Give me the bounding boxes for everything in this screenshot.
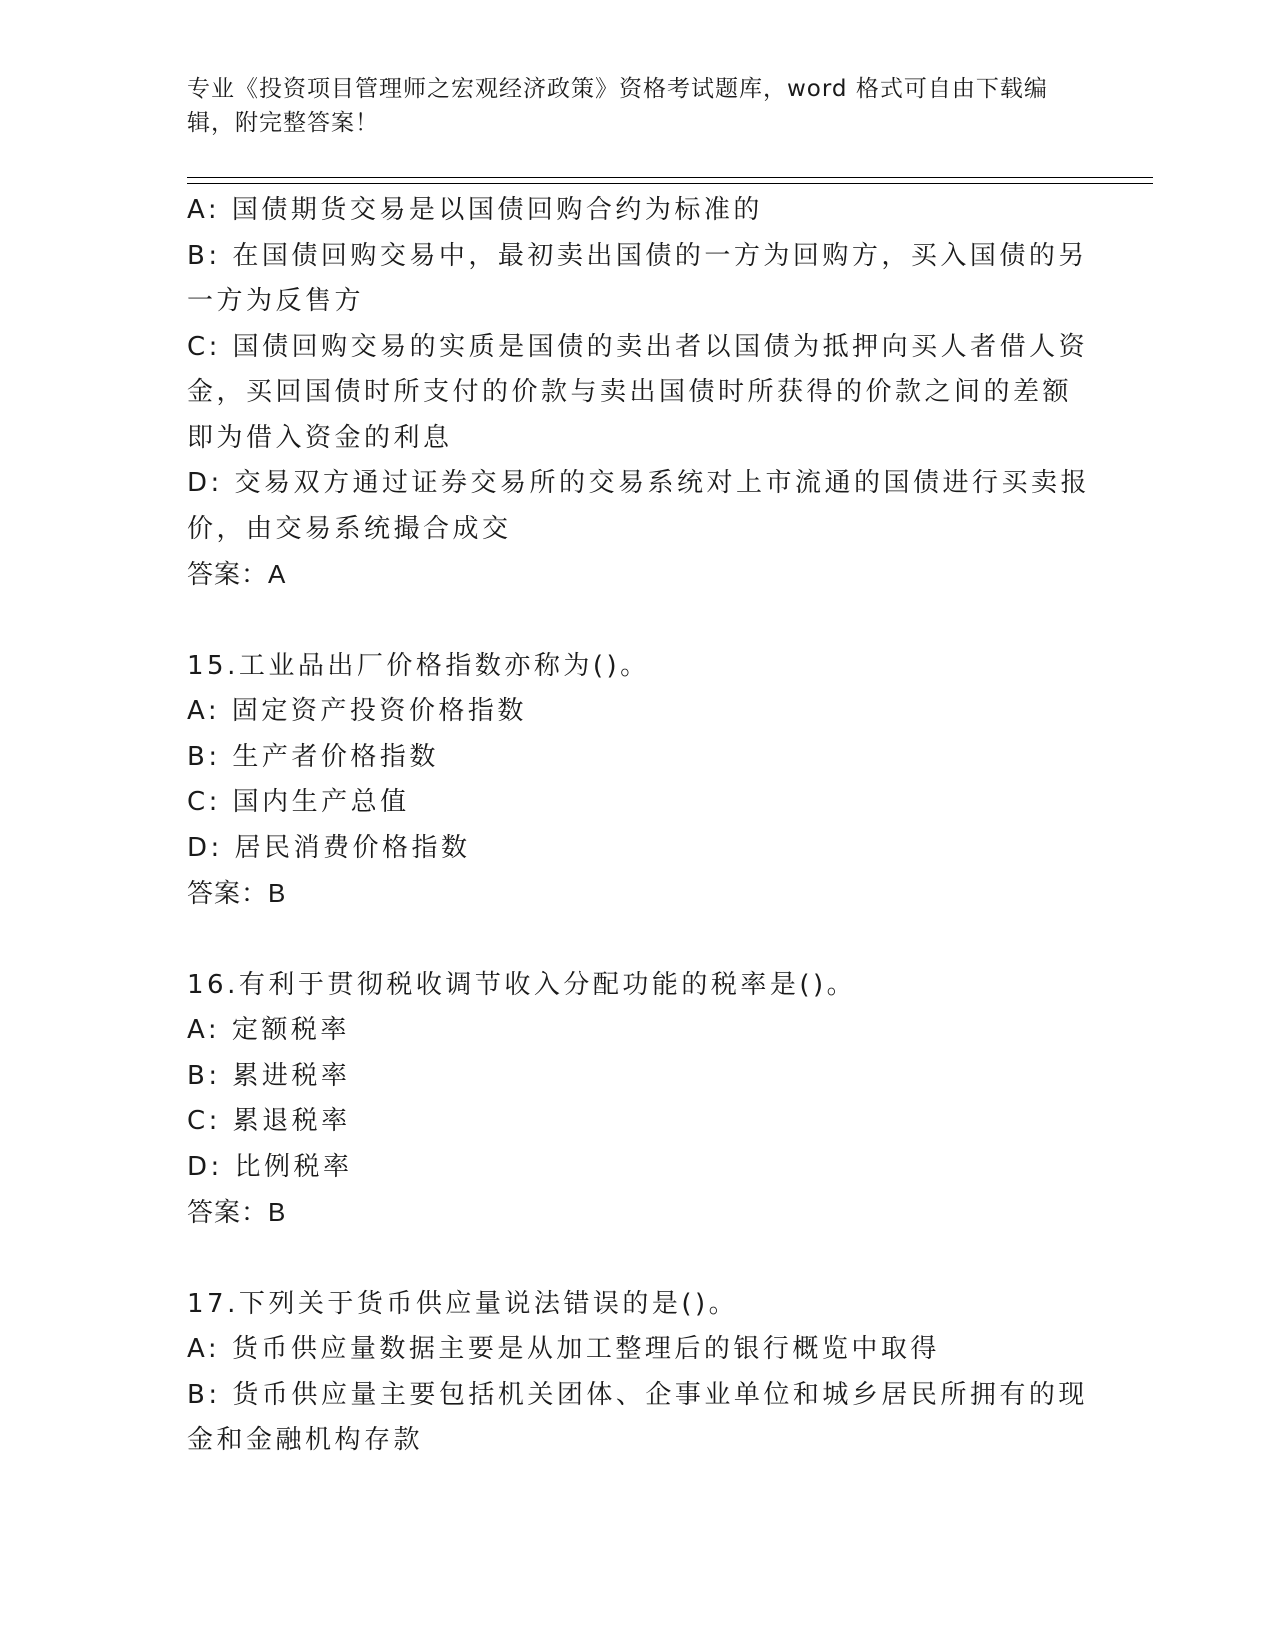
header-rule-top [187,177,1153,178]
option-b-continued: 金和金融机构存款 [187,1425,424,1455]
option-c: C: 累退税率 [187,1106,351,1136]
option-a: A: 国债期货交易是以国债回购合约为标准的 [187,195,763,225]
option-d: D: 交易双方通过证券交易所的交易系统对上市流通的国债进行买卖报 [187,468,1091,498]
question-text: 15.工业品出厂价格指数亦称为()。 [187,650,650,681]
header-rule-bottom [187,183,1153,184]
question-block-14 [187,188,1091,598]
option-c: C: 国债回购交易的实质是国债的卖出者以国债为抵押向买人者借人资 [187,331,1089,362]
option-a: A: 固定资产投资价格指数 [187,696,527,726]
answer-line: 答案：B [187,1197,287,1227]
option-b-continued: 一方为反售方 [187,286,365,316]
option-d-continued: 价，由交易系统撮合成交 [187,513,512,544]
spacer [187,1236,1087,1282]
question-text: 17.下列关于货币供应量说法错误的是()。 [187,1288,739,1319]
question-block-15 [187,644,1087,917]
option-d: D: 比例税率 [187,1151,353,1182]
spacer [187,917,1087,963]
question-content [187,188,1091,1464]
option-a: A: 货币供应量数据主要是从加工整理后的银行概览中取得 [187,1334,940,1364]
header-line-2: 辑，附完整答案！ [187,110,379,136]
header-line-1: 专业《投资项目管理师之宏观经济政策》资格考试题库，word 格式可自由下载编 [187,76,1048,102]
spacer [187,598,1087,644]
option-b: B: 货币供应量主要包括机关团体、企事业单位和城乡居民所拥有的现 [187,1379,1088,1410]
question-text: 16.有利于贯彻税收调节收入分配功能的税率是()。 [187,969,857,1000]
option-c-continued: 金，买回国债时所支付的价款与卖出国债时所获得的价款之间的差额 [187,377,1073,407]
option-c: C: 国内生产总值 [187,787,410,817]
option-b: B: 生产者价格指数 [187,741,439,772]
option-b: B: 累进税率 [187,1060,351,1091]
question-block-17 [187,1282,1087,1464]
option-d: D: 居民消费价格指数 [187,832,471,863]
option-c-continued-2: 即为借入资金的利息 [187,422,453,453]
question-block-16 [187,963,1087,1236]
answer-line: 答案：A [187,559,287,589]
option-b: B: 在国债回购交易中，最初卖出国债的一方为回购方，买入国债的另 [187,240,1088,271]
document-header [187,72,1077,140]
option-a: A: 定额税率 [187,1015,350,1045]
answer-line: 答案：B [187,878,287,908]
